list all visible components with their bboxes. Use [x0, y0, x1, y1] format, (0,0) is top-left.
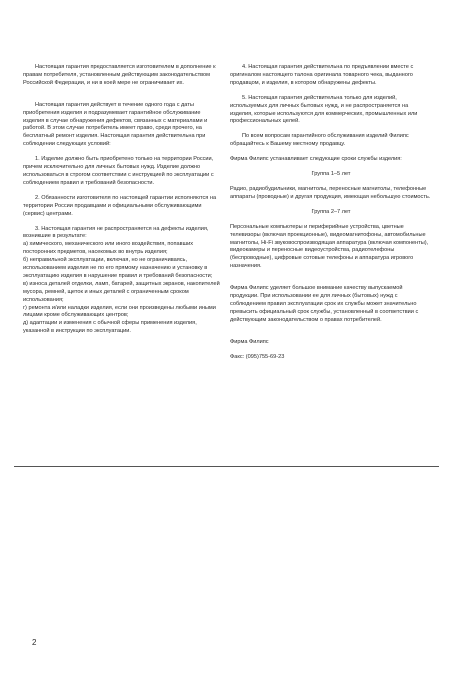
condition-5-paragraph: 5. Настоящая гарантия действительна только для изделий, используемых для личных бытовых нужд, и не распространяется на изделия, которые используются для коммерческих, промышленных или профессиональных целей.	[230, 94, 418, 125]
group1-text: Радио, радиобудильники, магнитолы, переносные магнитолы, телефонные аппараты (проводные) и другая продукция, имеющая небольшую стоимость.	[230, 185, 431, 200]
page-number: 2	[32, 638, 37, 647]
condition-1-paragraph: 1. Изделие должно быть приобретено только на территории России, причем исключительно для личных бытовых нужд. Изделие должно использоваться в строгом соответствии с инструкцией по эксплуатации с соблюдением правил и требований безопасности.	[23, 156, 214, 186]
left-column	[23, 64, 220, 343]
service-life-intro: Фирма Филипс устанавливает следующие сроки службы изделия:	[230, 156, 402, 163]
condition-4-paragraph: 4. Настоящая гарантия действительна по предъявлении вместе с оригиналом настоящего талона оригинала товарного чека, выданного продавцом, и изделия, в котором обнаружены дефекты.	[230, 64, 414, 86]
exclusion-g: г) ремонта и/или наладки изделия, если они произведены любыми иными лицами кроме обслуживающих центров;	[23, 304, 216, 319]
group1-title: Группа 1–5 лет	[311, 171, 351, 178]
intro-paragraph: Настоящая гарантия предоставляется изготовителем в дополнение к правам потребителя, установленным действующим законодательством Российской Федерации, и ни в коей мере не ограничивает их.	[23, 64, 216, 86]
quality-paragraph: Фирма Филипс уделяет большое внимание качеству выпускаемой продукции. При использовании ее для личных (бытовых) нужд с соблюдением правил эксплуатации срок их службы может значительно превысить официальный срок службы, установленный в соответствии с действующим законодательством о правах потребителей.	[230, 285, 419, 323]
right-column	[230, 64, 432, 368]
horizontal-rule	[14, 466, 439, 467]
group2-text: Персональные компьютеры и периферийные устройства, цветные телевизоры (включая проекционные), видеомагнитофоны, автомобильные магнитолы, Hi-Fi звуковоспроизводящая аппаратура (включая компоненты), видеокамеры и переносные видеоустройства, радиотелефоны (беспроводные), цифровые сотовые телефоны и аппаратура игрового назначения.	[230, 223, 429, 270]
group2-title: Группа 2–7 лет	[311, 208, 351, 215]
exclusion-d: д) адаптации и изменения с обычной сферы применения изделия, указанной в инструкции по эксплуатации.	[23, 320, 197, 335]
exclusion-b: б) неправильной эксплуатации, включая, но не ограничиваясь, использованием изделия не по его прямому назначению и установку в эксплуатацию изделия в нарушение правил и требований безопасности;	[23, 257, 213, 279]
fax-number: Факс: (095)755-69-23	[230, 353, 285, 360]
warranty-term-paragraph: Настоящая гарантия действует в течение одного года с даты приобретения изделия и подразумевает гарантийное обслуживание изделия в случае обнаружения дефектов, связанных с материалами и работой. В этом случае потребитель имеет право, среди прочего, на бесплатный ремонт изделия. Настоящая гарантия действительна при соблюдении следующих условий:	[23, 101, 208, 148]
exclusion-a: а) химического, механического или иного воздействия, попавших посторонних предметов, насекомых во внутрь изделия;	[23, 241, 194, 256]
contact-paragraph: По всем вопросам гарантийного обслуживания изделий Филипс обращайтесь к Вашему местному продавцу.	[230, 133, 409, 148]
company-name: Фирма Филипс	[230, 338, 269, 345]
condition-2-paragraph: 2. Обязанности изготовителя по настоящей гарантии исполняются на территории России продавцами и официальными обслуживающими (сервис) центрами.	[23, 194, 217, 217]
exclusion-v: в) износа деталей отделки, ламп, батарей, защитных экранов, накопителей мусора, ремней, щеток и иных деталей с ограниченным сроком использования;	[23, 280, 220, 303]
condition-3-paragraph: 3. Настоящая гарантия не распространяется на дефекты изделия, возникшие в результате:	[23, 225, 209, 240]
